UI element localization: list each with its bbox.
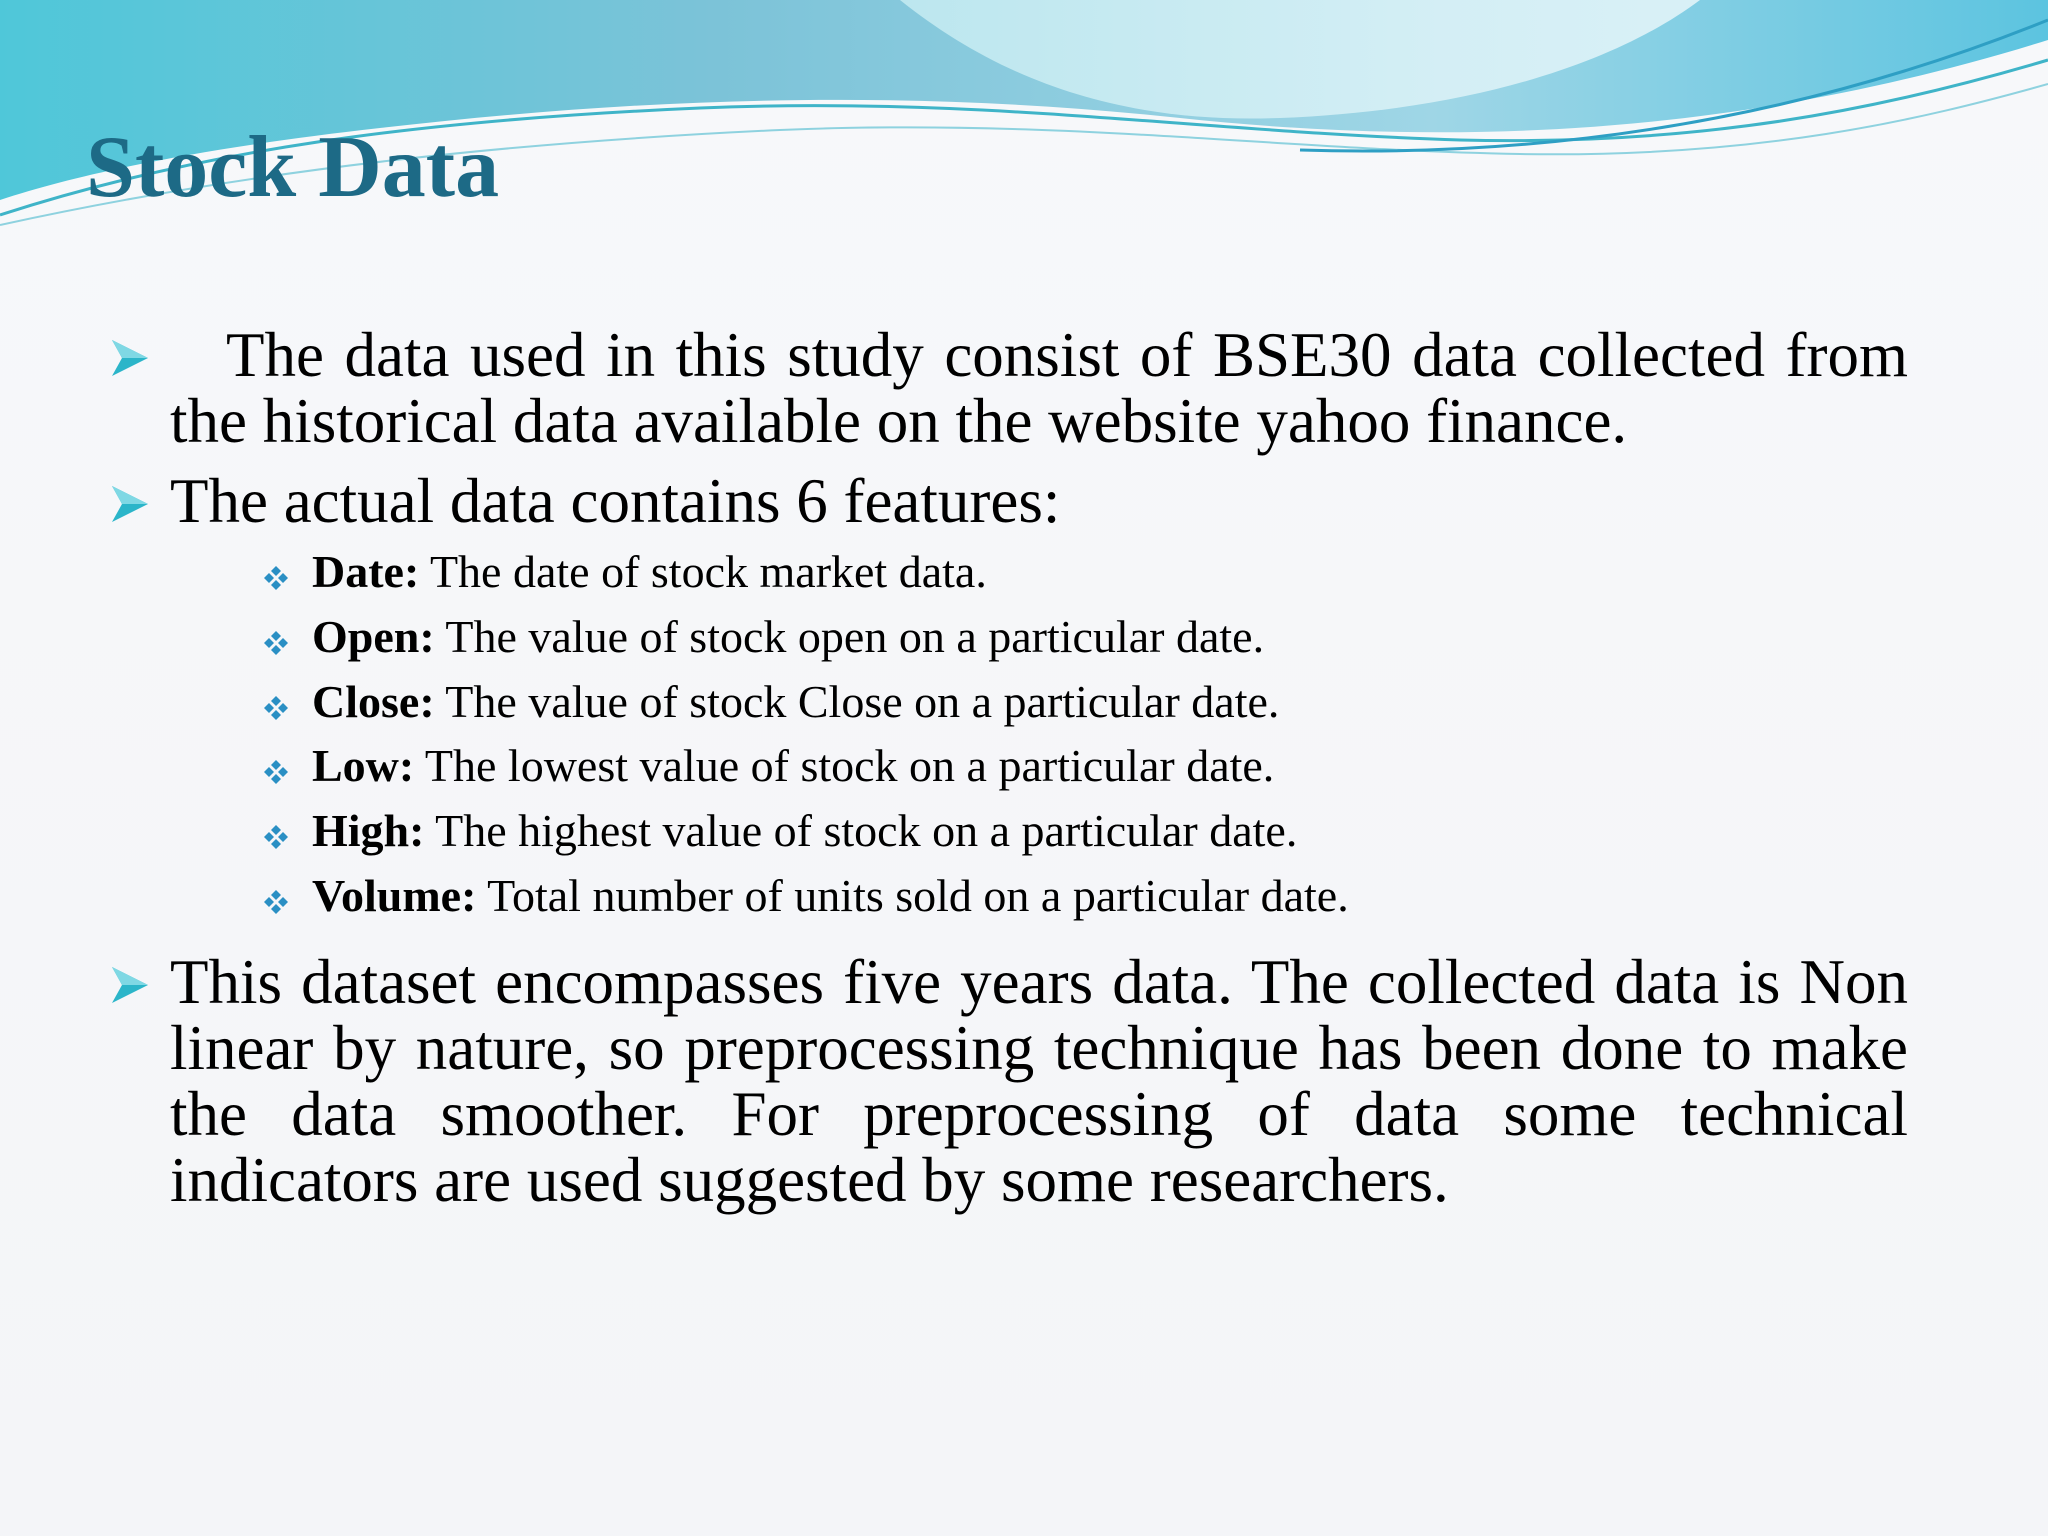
bullet-text: This dataset encompasses five years data. The collected data is Non linear by nature, so preprocessing technique has been done to make the data smoother. For preprocessing of data some technical indicators are used suggested by some researchers. [170, 946, 1908, 1215]
feature-desc: The lowest value of stock on a particular date. [414, 740, 1275, 792]
feature-item-open [262, 605, 1908, 670]
arrow-bullet-icon [108, 482, 152, 526]
bullet-item [108, 946, 1908, 1215]
feature-item-volume [262, 864, 1908, 929]
feature-item-date [262, 540, 1908, 605]
feature-list [108, 540, 1908, 929]
bullet-item [108, 468, 1908, 534]
feature-label: Volume: [312, 869, 477, 921]
feature-item-low [262, 734, 1908, 799]
feature-desc: The highest value of stock on a particular date. [424, 805, 1298, 857]
feature-label: Open: [312, 610, 435, 662]
diamond-bullet-icon [262, 758, 290, 786]
feature-label: Close: [312, 675, 435, 727]
diamond-bullet-icon [262, 564, 290, 592]
diamond-bullet-icon [262, 629, 290, 657]
feature-desc: The date of stock market data. [419, 546, 987, 597]
diamond-bullet-icon [262, 823, 290, 851]
arrow-bullet-icon [108, 963, 152, 1007]
feature-desc: The value of stock open on a particular date. [434, 610, 1265, 662]
diamond-bullet-icon [262, 888, 290, 916]
feature-item-close [262, 670, 1908, 735]
bullet-text: The actual data contains 6 features: [170, 466, 1061, 536]
feature-desc: Total number of units sold on a particular date. [476, 869, 1349, 921]
feature-label: Low: [312, 740, 415, 792]
feature-desc: The value of stock Close on a particular date. [434, 675, 1280, 727]
bullet-list [108, 322, 1908, 1213]
bullet-item [108, 322, 1908, 454]
feature-label: Date: [312, 546, 420, 597]
bullet-text: The data used in this study consist of BSE30 data collected from the historical data available on the website yahoo finance. [170, 320, 1908, 456]
slide-title: Stock Data [86, 119, 500, 216]
diamond-bullet-icon [262, 694, 290, 722]
arrow-bullet-icon [108, 336, 152, 380]
feature-item-high [262, 799, 1908, 864]
feature-label: High: [312, 805, 425, 857]
